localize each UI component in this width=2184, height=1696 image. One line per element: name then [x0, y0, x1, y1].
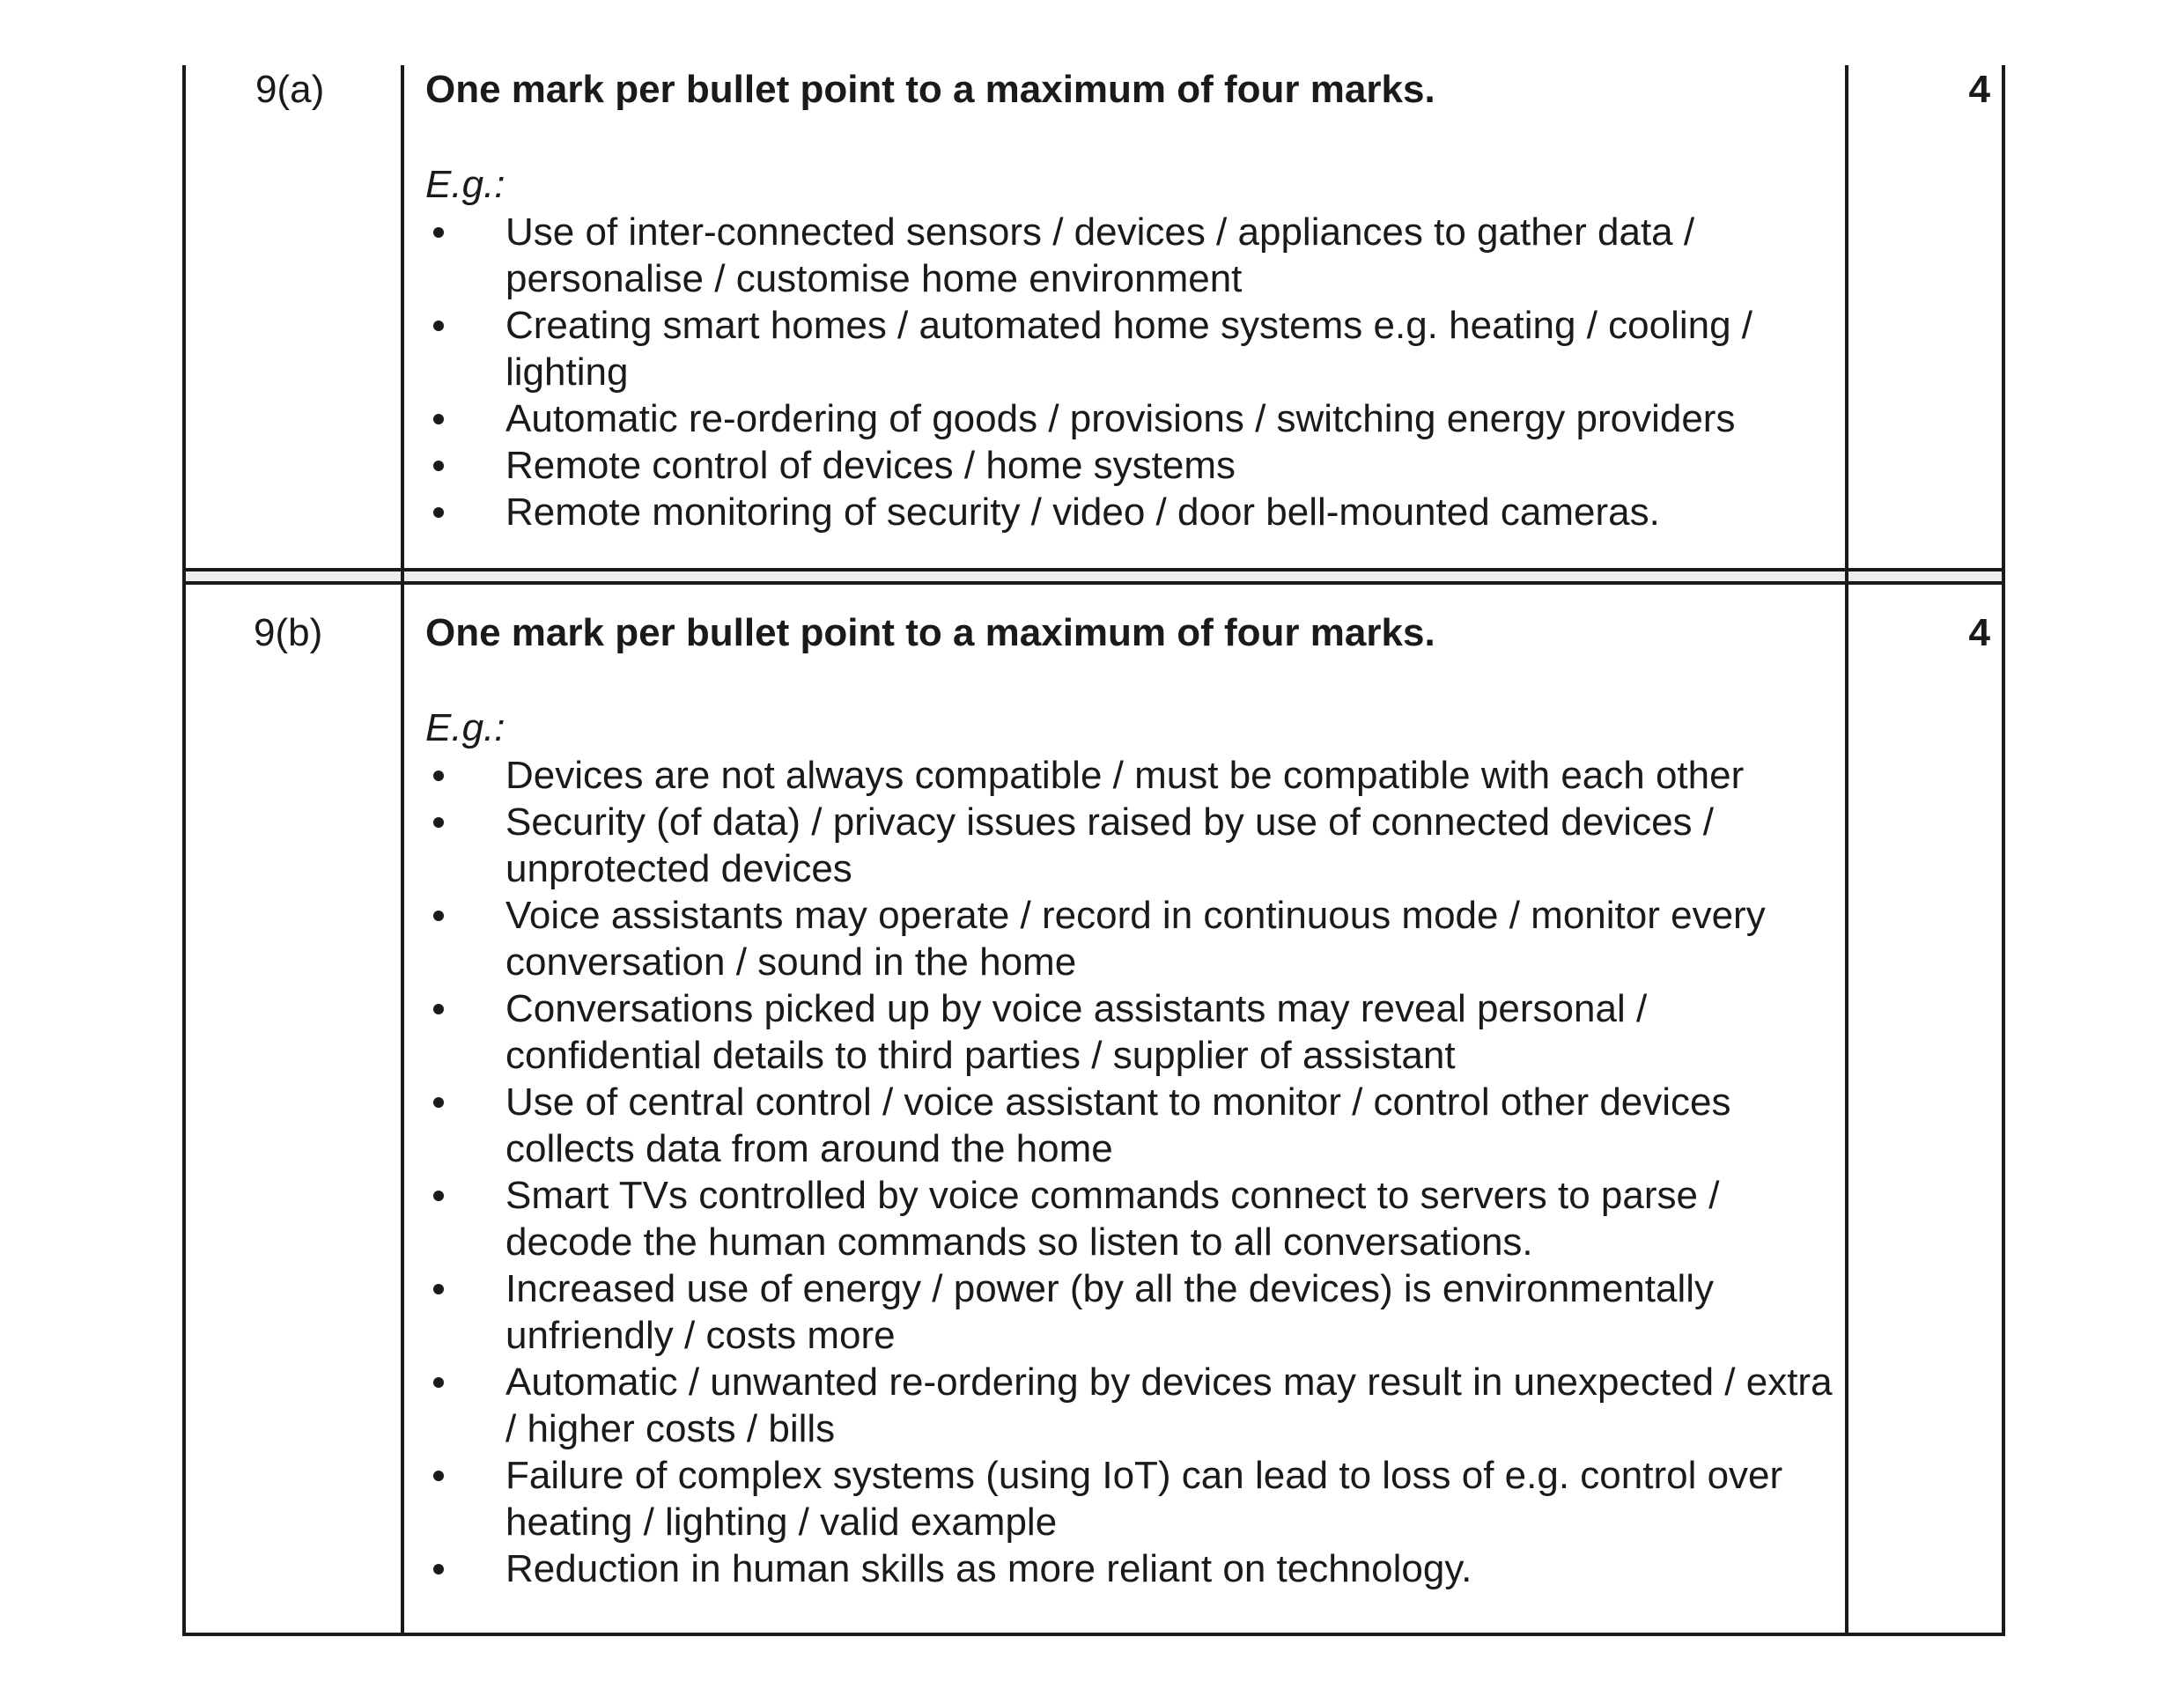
bullet-icon — [433, 911, 444, 921]
row-separator-bottom-rule — [182, 581, 2005, 585]
list-item — [425, 1265, 1852, 1359]
bullet-text: Smart TVs controlled by voice commands connect to servers to parse / decode the human commands so listen to all conversations. — [505, 1174, 1720, 1264]
bullet-icon — [433, 461, 444, 471]
list-item — [425, 752, 1852, 799]
answer-bullet-list — [425, 209, 1852, 535]
bullet-icon — [433, 817, 444, 828]
question-column-divider — [401, 65, 404, 1636]
row-separator-top-rule — [182, 568, 2005, 571]
marks-value: 4 — [1968, 611, 1990, 654]
bullet-icon — [433, 1471, 444, 1481]
bullet-icon — [433, 414, 444, 424]
bullet-text: Automatic re-ordering of goods / provisions / switching energy providers — [505, 397, 1736, 440]
bullet-text: Remote monitoring of security / video / door bell-mounted cameras. — [505, 490, 1660, 534]
bullet-text: Conversations picked up by voice assistants may reveal personal / confidential details to third parties / supplier of assistant — [505, 987, 1648, 1077]
bullet-text: Reduction in human skills as more reliant on technology. — [505, 1547, 1472, 1590]
list-item — [425, 442, 1852, 489]
marking-instruction: One mark per bullet point to a maximum of four marks. — [425, 68, 1435, 111]
bullet-text: Failure of complex systems (using IoT) can lead to loss of e.g. control over heating / lighting / valid example — [505, 1454, 1783, 1544]
list-item — [425, 1172, 1852, 1265]
question-number: 9(b) — [254, 611, 323, 654]
list-item — [425, 1079, 1852, 1172]
table-bottom-rule — [182, 1633, 2005, 1636]
marks-value: 4 — [1968, 68, 1990, 111]
list-item — [425, 395, 1852, 442]
bullet-icon — [433, 1284, 444, 1294]
bullet-text: Use of inter-connected sensors / devices / appliances to gather data / personalise / customise home environment — [505, 210, 1695, 300]
table-right-border — [2002, 65, 2005, 1636]
bullet-text: Voice assistants may operate / record in continuous mode / monitor every conversation / sound in the home — [505, 894, 1766, 984]
bullet-icon — [433, 321, 444, 331]
answer-bullet-list — [425, 752, 1852, 1592]
answer-content — [425, 66, 1852, 535]
list-item — [425, 209, 1852, 302]
bullet-icon — [433, 771, 444, 781]
list-item — [425, 1359, 1852, 1452]
list-item — [425, 302, 1852, 395]
bullet-text: Security (of data) / privacy issues raised by use of connected devices / unprotected devices — [505, 800, 1714, 890]
list-item — [425, 489, 1852, 535]
table-left-border — [182, 65, 186, 1636]
example-label: E.g.: — [425, 163, 505, 206]
question-number: 9(a) — [255, 68, 325, 111]
bullet-text: Use of central control / voice assistant to monitor / control other devices collects data from around the home — [505, 1080, 1731, 1170]
bullet-icon — [433, 1564, 444, 1574]
list-item — [425, 985, 1852, 1079]
bullet-icon — [433, 1097, 444, 1108]
bullet-text: Creating smart homes / automated home systems e.g. heating / cooling / lighting — [505, 304, 1753, 394]
example-label: E.g.: — [425, 706, 505, 749]
bullet-icon — [433, 1377, 444, 1388]
bullet-icon — [433, 1004, 444, 1014]
bullet-icon — [433, 227, 444, 238]
bullet-text: Increased use of energy / power (by all the devices) is environmentally unfriendly / costs more — [505, 1267, 1715, 1357]
bullet-icon — [433, 1191, 444, 1201]
bullet-text: Devices are not always compatible / must be compatible with each other — [505, 754, 1745, 797]
marking-instruction: One mark per bullet point to a maximum of four marks. — [425, 611, 1435, 654]
bullet-text: Automatic / unwanted re-ordering by devices may result in unexpected / extra / higher costs / bills — [505, 1360, 1833, 1450]
list-item — [425, 799, 1852, 892]
list-item — [425, 1452, 1852, 1545]
list-item — [425, 892, 1852, 985]
answer-content — [425, 609, 1852, 1592]
bullet-icon — [433, 507, 444, 518]
bullet-text: Remote control of devices / home systems — [505, 444, 1236, 487]
list-item — [425, 1545, 1852, 1592]
